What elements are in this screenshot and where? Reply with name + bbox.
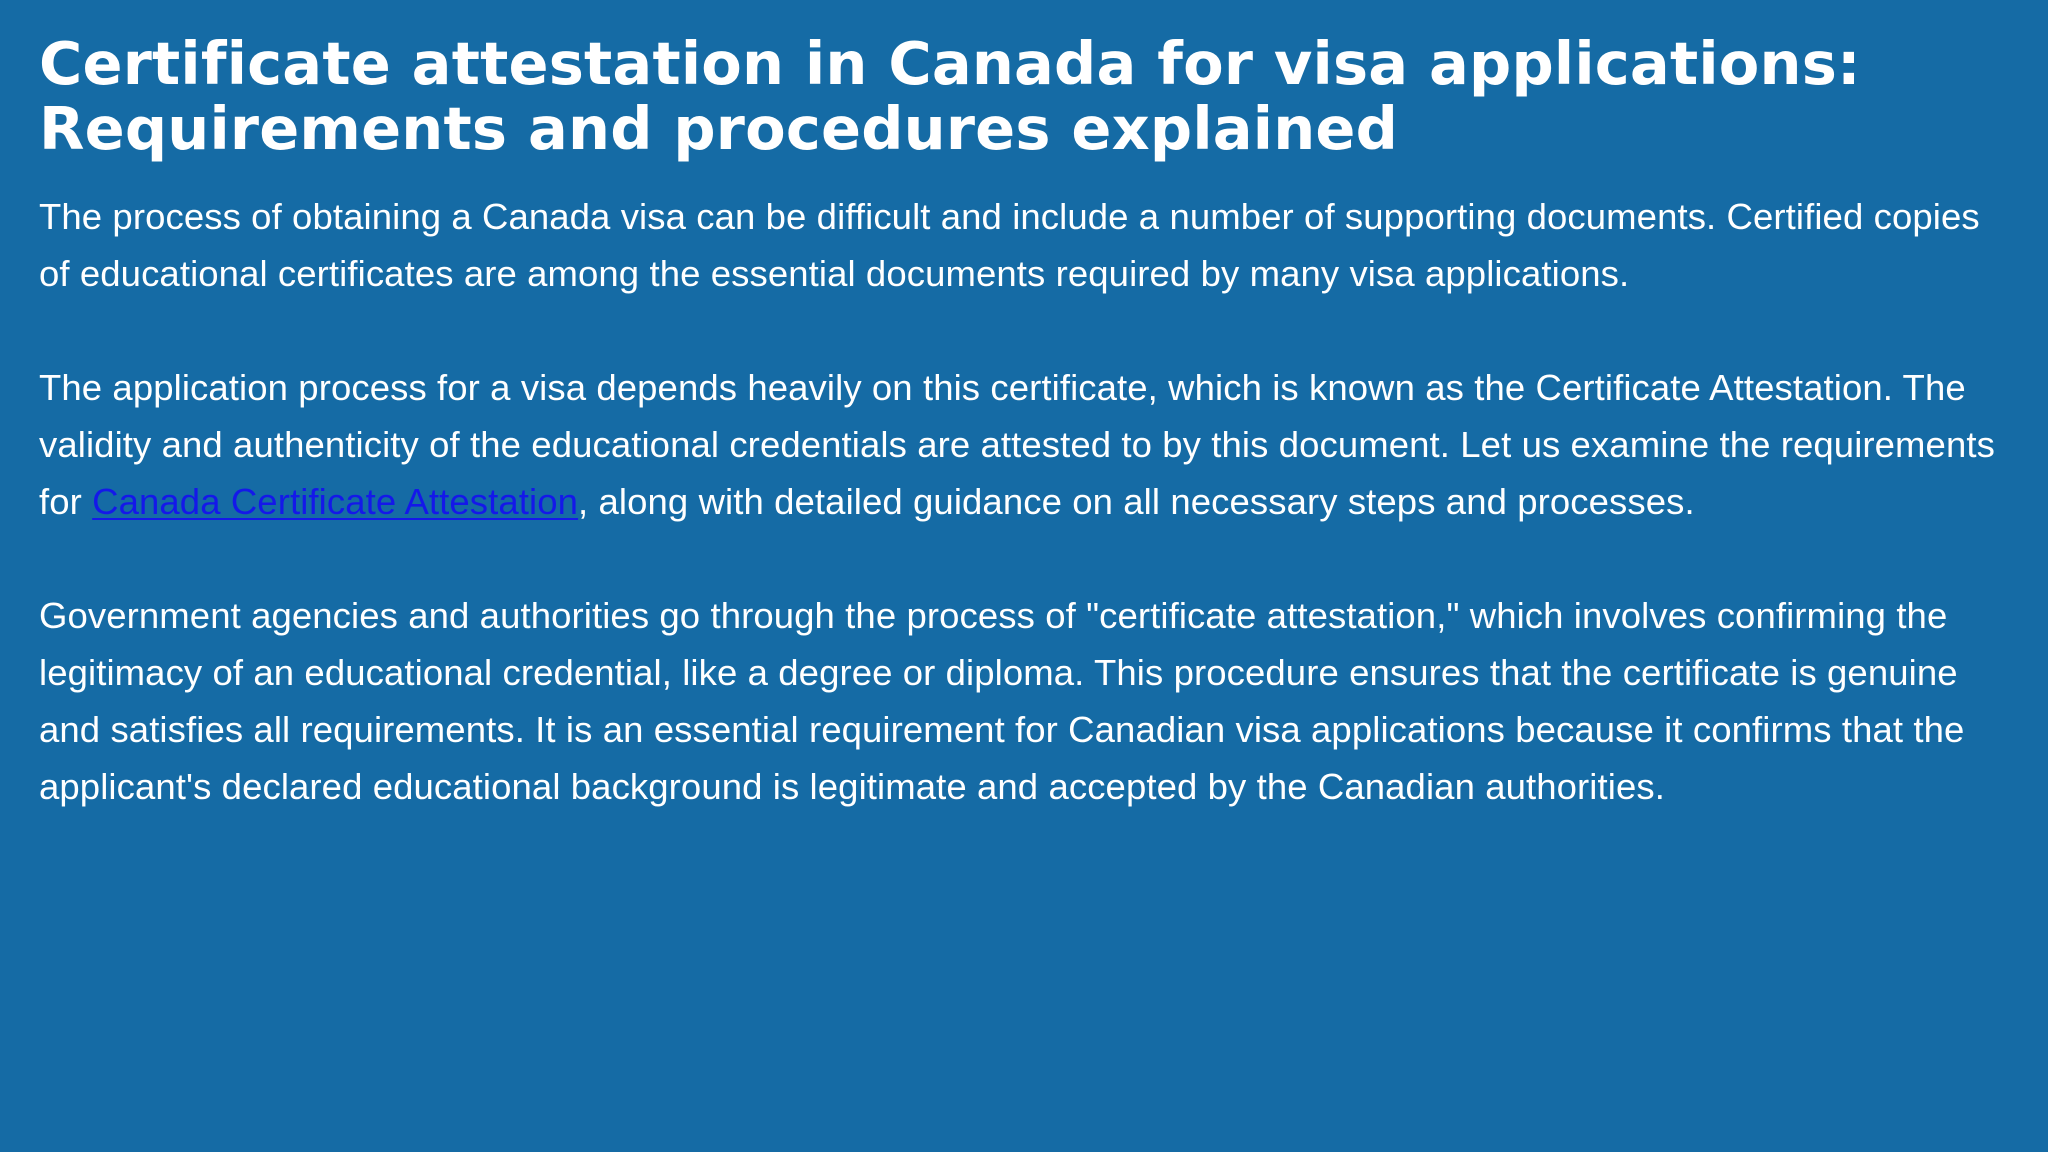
- certificate-attestation-paragraph: [39, 359, 2009, 530]
- canada-certificate-attestation-link[interactable]: Canada Certificate Attestation: [92, 481, 579, 522]
- intro-paragraph: The process of obtaining a Canada visa can be difficult and include a number of supporting documents. Certified copies of educational certificates are among the essential documents required by many visa applications.: [39, 196, 1980, 294]
- title-line-1: Certificate attestation in Canada for visa applications:: [39, 29, 1861, 98]
- title-line-2: Requirements and procedures explained: [39, 94, 1399, 163]
- article-body: [39, 188, 2009, 815]
- article-title: [39, 31, 1959, 161]
- paragraph-text-before-link: The application process for a visa depends heavily on this certificate, which is known as the Certificate Attestation. The validity and authenticity of the educational credentials are attested to by this document. Let us examine the requirements for: [39, 367, 1995, 522]
- paragraph-text-after-link: , along with detailed guidance on all necessary steps and processes.: [578, 481, 1695, 522]
- government-verification-paragraph: Government agencies and authorities go through the process of "certificate attestation," which involves confirming the legitimacy of an educational credential, like a degree or diploma. This procedure ensures that the certificate is genuine and satisfies all requirements. It is an essential requirement for Canadian visa applications because it confirms that the applicant's declared educational background is legitimate and accepted by the Canadian authorities.: [39, 595, 1965, 807]
